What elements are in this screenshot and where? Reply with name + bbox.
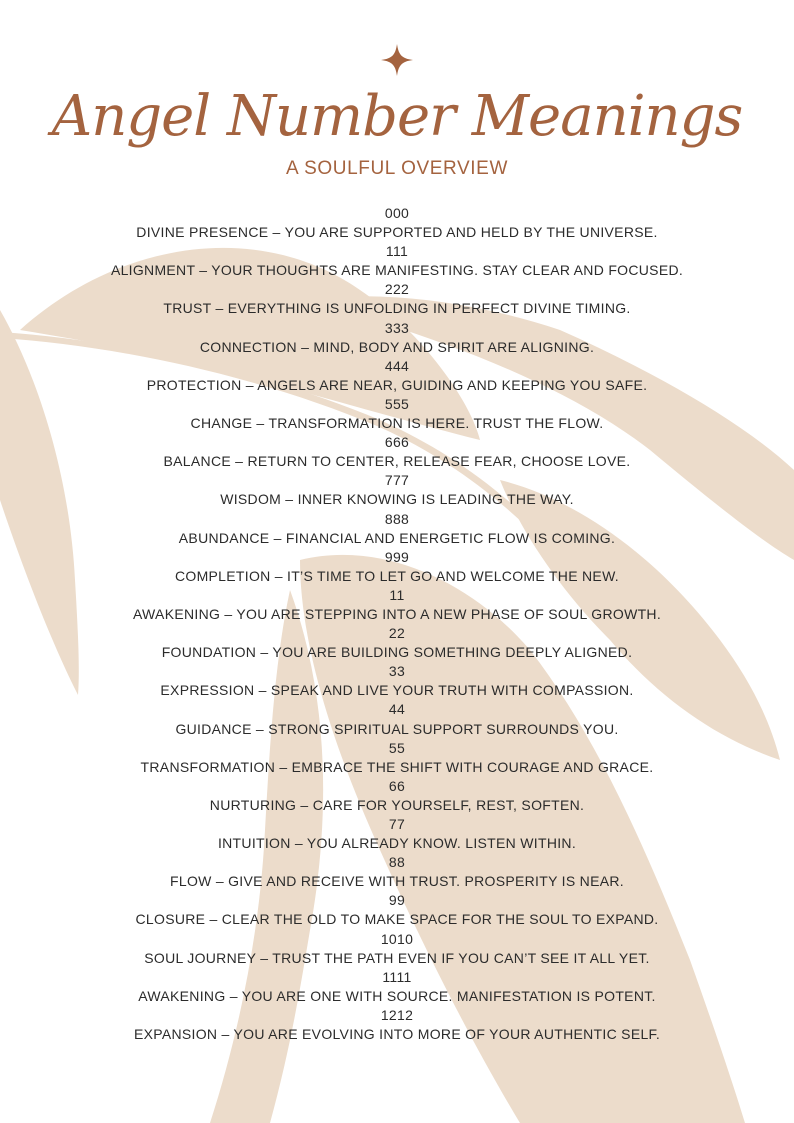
page-title: Angel Number Meanings <box>51 84 743 149</box>
angel-number: 99 <box>388 892 406 909</box>
list-item <box>0 815 794 853</box>
angel-number: 55 <box>388 739 406 756</box>
angel-number-list <box>0 204 794 1044</box>
list-item <box>0 777 794 815</box>
angel-number: 44 <box>388 701 406 718</box>
list-item <box>0 891 794 929</box>
angel-number: 777 <box>384 472 410 489</box>
angel-number: 22 <box>388 625 406 642</box>
angel-number: 1010 <box>380 930 414 947</box>
angel-number-meaning: INTUITION – YOU ALREADY KNOW. LISTEN WITHIN. <box>217 835 577 852</box>
list-item <box>0 586 794 624</box>
angel-number: 77 <box>388 816 406 832</box>
angel-number-meaning: AWAKENING – YOU ARE ONE WITH SOURCE. MANIFESTATION IS POTENT. <box>138 987 656 1004</box>
list-item <box>0 930 794 968</box>
list-item <box>0 471 794 509</box>
angel-number-meaning: AWAKENING – YOU ARE STEPPING INTO A NEW PHASE OF SOUL GROWTH. <box>132 605 662 622</box>
angel-number: 111 <box>385 243 409 260</box>
list-item <box>0 433 794 471</box>
angel-number-meaning: CLOSURE – CLEAR THE OLD TO MAKE SPACE FOR THE SOUL TO EXPAND. <box>135 911 659 928</box>
list-item <box>0 548 794 586</box>
angel-number: 555 <box>384 395 410 412</box>
angel-number-meaning: PROTECTION – ANGELS ARE NEAR, GUIDING AND KEEPING YOU SAFE. <box>146 376 648 393</box>
list-item <box>0 395 794 433</box>
angel-number: 1212 <box>380 1006 414 1023</box>
angel-number: 444 <box>384 357 410 374</box>
sparkle-star-icon <box>381 44 413 76</box>
angel-number: 222 <box>384 281 410 298</box>
angel-number-meaning: TRANSFORMATION – EMBRACE THE SHIFT WITH COURAGE AND GRACE. <box>140 758 654 775</box>
angel-number-meaning: DIVINE PRESENCE – YOU ARE SUPPORTED AND HELD BY THE UNIVERSE. <box>136 224 658 241</box>
list-item <box>0 510 794 548</box>
angel-number: 666 <box>384 434 410 451</box>
angel-number-meaning: FLOW – GIVE AND RECEIVE WITH TRUST. PROSPERITY IS NEAR. <box>170 873 624 890</box>
list-item <box>0 624 794 662</box>
angel-number-meaning: BALANCE – RETURN TO CENTER, RELEASE FEAR, CHOOSE LOVE. <box>163 453 631 470</box>
list-item <box>0 662 794 700</box>
angel-number-meaning: EXPRESSION – SPEAK AND LIVE YOUR TRUTH WITH COMPASSION. <box>160 682 634 699</box>
angel-number-meaning: NURTURING – CARE FOR YOURSELF, REST, SOFTEN. <box>209 796 585 813</box>
angel-number: 66 <box>388 777 406 794</box>
angel-number-meaning: TRUST – EVERYTHING IS UNFOLDING IN PERFECT DIVINE TIMING. <box>163 300 631 317</box>
angel-number-meaning: SOUL JOURNEY – TRUST THE PATH EVEN IF YOU CAN’T SEE IT ALL YET. <box>144 949 650 966</box>
angel-number-meaning: EXPANSION – YOU ARE EVOLVING INTO MORE OF YOUR AUTHENTIC SELF. <box>133 1026 661 1043</box>
angel-number: 000 <box>384 205 410 221</box>
list-item <box>0 1006 794 1044</box>
angel-number-meaning: GUIDANCE – STRONG SPIRITUAL SUPPORT SURROUNDS YOU. <box>175 720 619 737</box>
angel-number: 1111 <box>382 968 412 985</box>
angel-number: 888 <box>384 510 410 527</box>
angel-number-meaning: ABUNDANCE – FINANCIAL AND ENERGETIC FLOW IS COMING. <box>178 529 616 546</box>
list-item <box>0 280 794 318</box>
list-item <box>0 739 794 777</box>
list-item <box>0 242 794 280</box>
page-subtitle: A SOULFUL OVERVIEW <box>286 158 508 179</box>
angel-number-meaning: ALIGNMENT – YOUR THOUGHTS ARE MANIFESTING. STAY CLEAR AND FOCUSED. <box>110 262 684 279</box>
angel-number-meaning: CONNECTION – MIND, BODY AND SPIRIT ARE ALIGNING. <box>199 338 595 355</box>
angel-number: 11 <box>389 586 405 603</box>
list-item <box>0 319 794 357</box>
angel-number-meaning: FOUNDATION – YOU ARE BUILDING SOMETHING DEEPLY ALIGNED. <box>161 644 633 661</box>
angel-number-meaning: COMPLETION – IT’S TIME TO LET GO AND WELCOME THE NEW. <box>174 567 619 584</box>
angel-number: 999 <box>384 548 410 565</box>
angel-number: 33 <box>388 663 406 680</box>
list-item <box>0 204 794 242</box>
list-item <box>0 357 794 395</box>
angel-number: 333 <box>384 319 410 336</box>
angel-number-meaning: CHANGE – TRANSFORMATION IS HERE. TRUST THE FLOW. <box>190 415 604 432</box>
list-item <box>0 853 794 891</box>
list-item <box>0 700 794 738</box>
angel-number-meaning: WISDOM – INNER KNOWING IS LEADING THE WAY. <box>220 491 574 508</box>
list-item <box>0 968 794 1006</box>
angel-number: 88 <box>388 854 406 871</box>
